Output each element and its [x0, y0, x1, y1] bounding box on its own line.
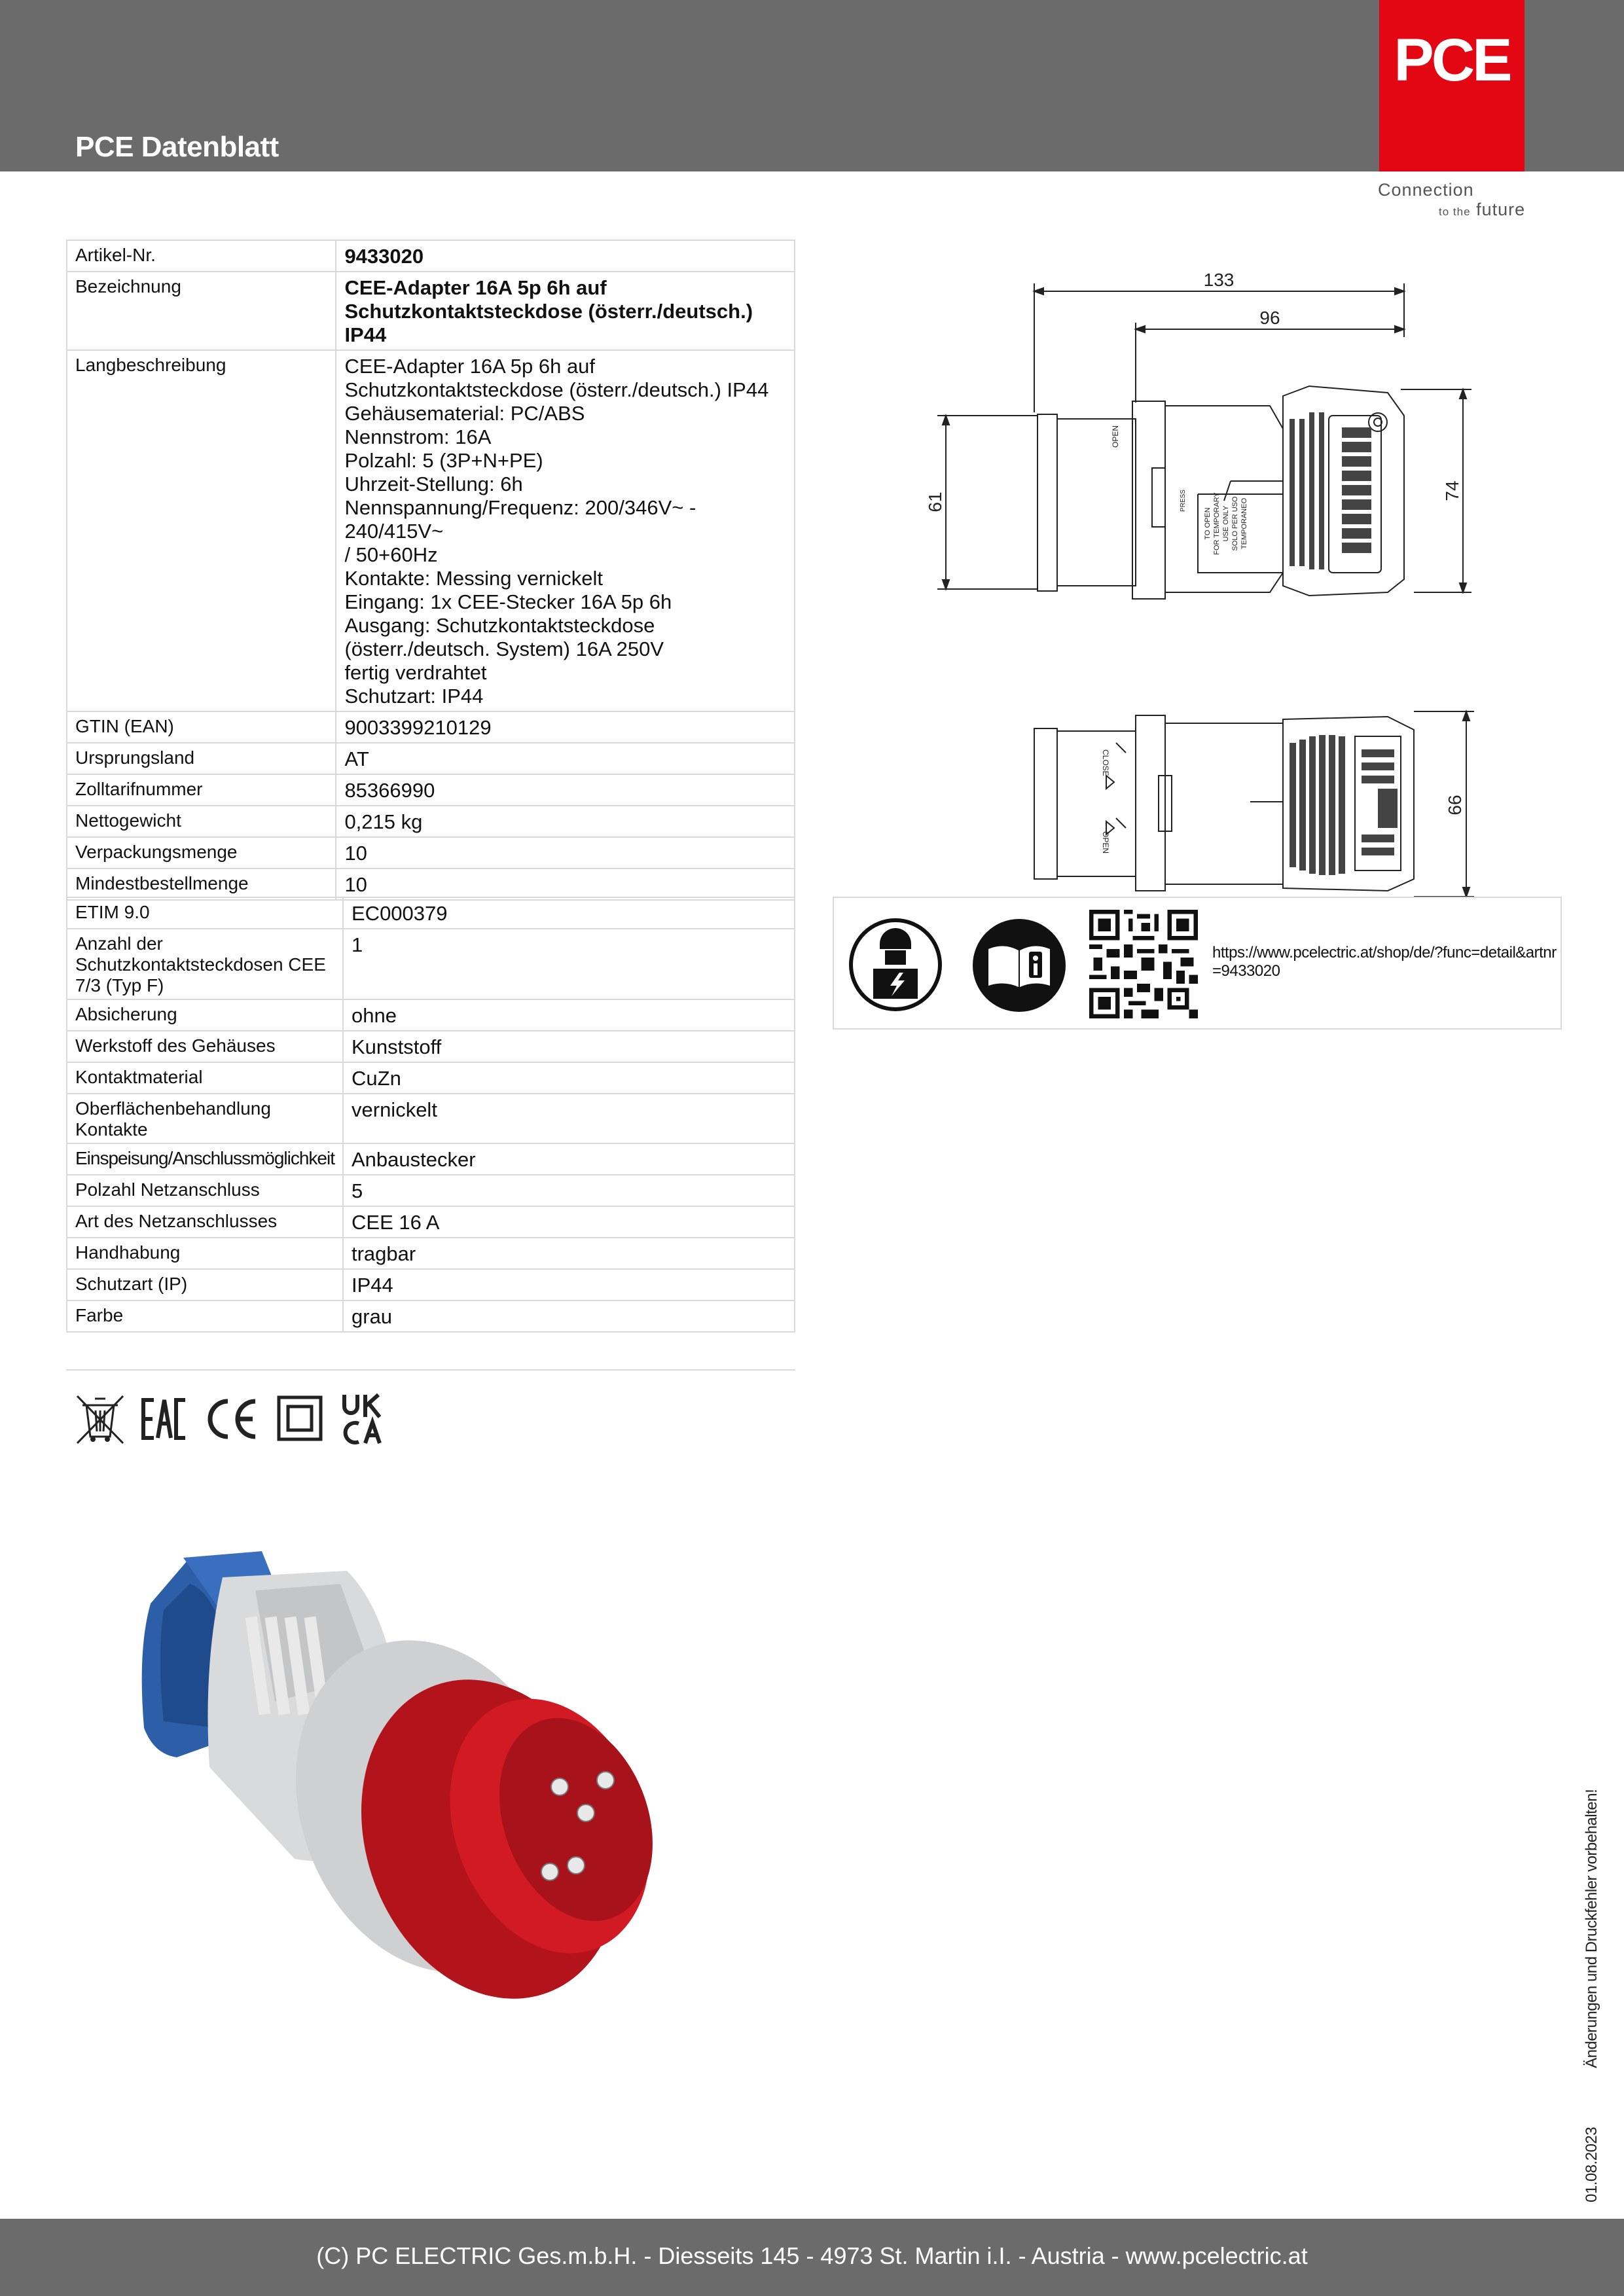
spec-value: 1: [343, 929, 795, 999]
label-open: OPEN: [1111, 425, 1120, 448]
table-row: [67, 1031, 795, 1062]
dim-height-bottom-label: 66: [1445, 795, 1465, 816]
product-image: [124, 1532, 746, 2068]
spec-key: Schutzart (IP): [67, 1269, 343, 1300]
ukca-mark-icon: [340, 1391, 389, 1446]
spec-key: Art des Netzanschlusses: [67, 1206, 343, 1238]
dim-body-label: 96: [1259, 308, 1280, 328]
temp-line: USE ONLY: [1222, 505, 1230, 542]
spec-key: Langbeschreibung: [67, 350, 336, 711]
spec-key: Verpackungsmenge: [67, 837, 336, 869]
electrician-warning-icon: [848, 918, 943, 1012]
side-view-drawing: [916, 265, 1486, 605]
spec-key: Polzahl Netzanschluss: [67, 1175, 343, 1206]
footer-bar: [0, 2219, 1624, 2296]
spec-key: Mindestbestellmenge: [67, 869, 336, 900]
description-line: Uhrzeit-Stellung: 6h: [344, 473, 523, 495]
temp-line: TO OPEN: [1204, 507, 1212, 540]
description-line: Kontakte: Messing vernickelt: [344, 567, 604, 590]
header-bar: [0, 0, 1624, 171]
table-row: [67, 897, 795, 929]
spec-key: Handhabung: [67, 1238, 343, 1269]
top-view-drawing: [1021, 704, 1486, 900]
label-press: PRESS: [1180, 490, 1187, 512]
tagline-future: [1439, 200, 1525, 220]
spec-key: Absicherung: [67, 999, 343, 1031]
spec-key: Artikel-Nr.: [67, 240, 336, 272]
eac-mark-icon: [141, 1391, 188, 1446]
spec-key: Kontaktmaterial: [67, 1062, 343, 1094]
description-line: Gehäusematerial: PC/ABS: [344, 402, 585, 425]
spec-key: Oberflächenbehandlung Kontakte: [67, 1094, 343, 1143]
spec-value: tragbar: [343, 1238, 795, 1269]
description-line: / 50+60Hz: [344, 543, 438, 566]
table-row: [67, 1094, 795, 1143]
table-row: [67, 806, 795, 837]
description-line: CEE-Adapter 16A 5p 6h auf: [344, 355, 596, 378]
description-line: Nennspannung/Frequenz: 200/346V~ - 240/415V~: [344, 496, 696, 543]
table-row: [67, 1143, 795, 1175]
table-row: [67, 1300, 795, 1332]
spec-key: Bezeichnung: [67, 272, 336, 350]
pce-logo: [1379, 0, 1525, 171]
table-row: [67, 743, 795, 774]
spec-value: AT: [336, 743, 795, 774]
page-title: PCE Datenblatt: [75, 131, 279, 163]
description-line: Nennstrom: 16A: [344, 425, 492, 448]
table-row: [67, 350, 795, 711]
spec-value: CEE 16 A: [343, 1206, 795, 1238]
logo-text: PCE: [1394, 27, 1510, 94]
table-row: [67, 1206, 795, 1238]
info-box: [833, 897, 1562, 1030]
read-manual-icon: [971, 918, 1067, 1013]
long-description: [336, 350, 795, 711]
spec-value: ohne: [343, 999, 795, 1031]
spec-value: Anbaustecker: [343, 1143, 795, 1175]
spec-key: Ursprungsland: [67, 743, 336, 774]
weee-bin-icon: [73, 1391, 127, 1446]
description-line: Eingang: 1x CEE-Stecker 16A 5p 6h: [344, 590, 672, 613]
table-row: [67, 869, 795, 900]
dim-height-right-label: 74: [1442, 480, 1462, 501]
spec-value: CuZn: [343, 1062, 795, 1094]
product-url[interactable]: [1212, 944, 1557, 980]
tagline-connection: Connection: [1378, 180, 1474, 200]
table-row: [67, 837, 795, 869]
description-line: Polzahl: 5 (3P+N+PE): [344, 449, 543, 472]
product-spec-table: [66, 240, 795, 901]
temp-line: SOLO PER USO: [1231, 496, 1239, 551]
table-row: [67, 1175, 795, 1206]
table-row: [67, 1269, 795, 1300]
spec-value: grau: [343, 1300, 795, 1332]
product-designation: CEE-Adapter 16A 5p 6h auf Schutzkontaktsteckdose (österr./deutsch.) IP44: [336, 272, 795, 350]
divider: [66, 1369, 795, 1371]
ce-mark-icon: [204, 1391, 258, 1446]
description-line: Ausgang: Schutzkontaktsteckdose: [344, 614, 655, 637]
spec-key: Anzahl der Schutzkontaktsteckdosen CEE 7/3 (Typ F): [67, 929, 343, 999]
spec-value: 10: [336, 869, 795, 900]
table-row: [67, 999, 795, 1031]
spec-key: Zolltarifnummer: [67, 774, 336, 806]
label-open-bottom: OPEN: [1101, 831, 1110, 854]
spec-value: 9003399210129: [336, 711, 795, 743]
label-close: CLOSE: [1101, 749, 1110, 776]
dim-height-left-label: 61: [925, 492, 945, 512]
spec-value: 10: [336, 837, 795, 869]
qr-code-icon: [1089, 910, 1198, 1018]
spec-value: 5: [343, 1175, 795, 1206]
url-line: https://www.pcelectric.at/shop/de/?func=detail&artnr: [1212, 944, 1557, 961]
footer-text: (C) PC ELECTRIC Ges.m.b.H. - Diesseits 145 - 4973 St. Martin i.I. - Austria - www.pcelectric.at: [316, 2242, 1308, 2269]
double-insulation-icon: [276, 1391, 323, 1446]
table-row: [67, 272, 795, 350]
spec-key: Einspeisung/Anschlussmöglichkeit: [67, 1143, 343, 1175]
tagline-future-word: future: [1476, 200, 1526, 219]
spec-key: GTIN (EAN): [67, 711, 336, 743]
spec-key: Nettogewicht: [67, 806, 336, 837]
spec-value: Kunststoff: [343, 1031, 795, 1062]
description-line: (österr./deutsch. System) 16A 250V: [344, 637, 664, 660]
spec-value: IP44: [343, 1269, 795, 1300]
spec-value: vernickelt: [343, 1094, 795, 1143]
spec-value: EC000379: [343, 897, 795, 929]
spec-key: ETIM 9.0: [67, 897, 343, 929]
temp-line: FOR TEMPORARY: [1213, 492, 1221, 555]
table-row: [67, 1238, 795, 1269]
table-row: [67, 1062, 795, 1094]
table-row: [67, 774, 795, 806]
url-line: =9433020: [1212, 962, 1280, 980]
spec-key: Farbe: [67, 1300, 343, 1332]
spec-value: 85366990: [336, 774, 795, 806]
description-line: fertig verdrahtet: [344, 661, 487, 684]
spec-key: Werkstoff des Gehäuses: [67, 1031, 343, 1062]
table-row: [67, 711, 795, 743]
side-note-text: Änderungen und Druckfehler vorbehalten!: [1583, 1789, 1600, 2068]
article-number: 9433020: [336, 240, 795, 272]
side-note-date: 01.08.2023: [1583, 2126, 1600, 2202]
dim-overall-label: 133: [1203, 270, 1235, 290]
side-note: [1583, 1789, 1601, 2202]
table-row: [67, 929, 795, 999]
tagline-to-the: to the: [1439, 206, 1471, 218]
spec-value: 0,215 kg: [336, 806, 795, 837]
table-row: [67, 240, 795, 272]
description-line: Schutzkontaktsteckdose (österr./deutsch.) IP44: [344, 378, 769, 401]
description-line: Schutzart: IP44: [344, 685, 484, 708]
etim-spec-table: [66, 897, 795, 1333]
temp-line: TEMPORANEO: [1240, 497, 1248, 550]
